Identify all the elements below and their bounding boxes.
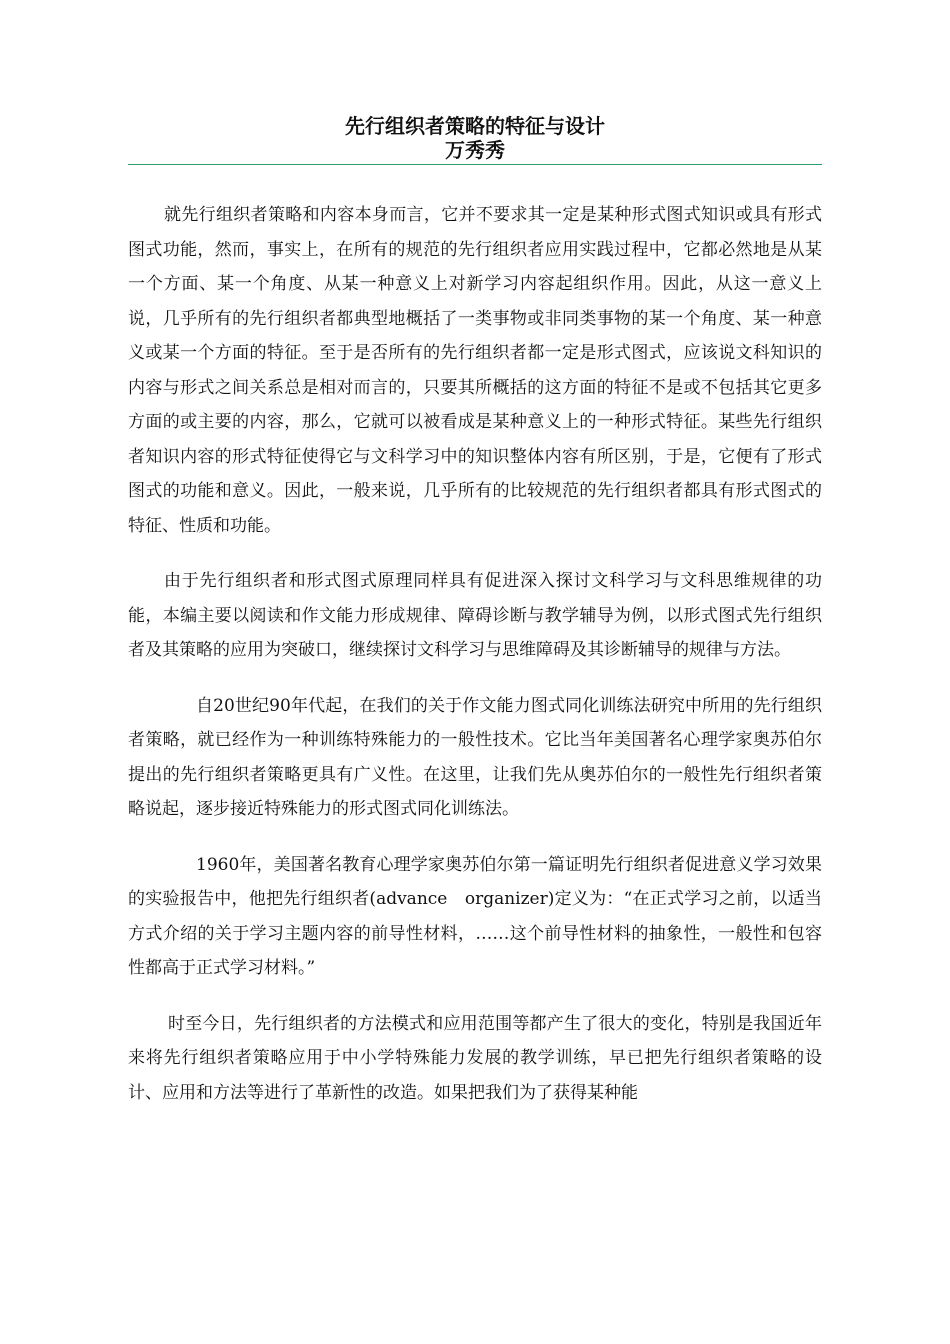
paragraph: 就先行组织者策略和内容本身而言，它并不要求其一定是某种形式图式知识或具有形式图式功能，然而，事实上，在所有的规范的先行组织者应用实践过程中，它都必然地是从某一个方面、某一个角度、从某一种意义上对新学习内容起组织作用。因此，从这一意义上说，几乎所有的先行组织者都典型地概括了一类事物或非同类事物的某一个角度、某一种意义或某一个方面的特征。至于是否所有的先行组织者都一定是形式图式，应该说文科知识的内容与形式之间关系总是相对而言的，只要其所概括的这方面的特征不是或不包括其它更多方面的或主要的内容，那么，它就可以被看成是某种意义上的一种形式特征。某些先行组织者知识内容的形式特征使得它与文科学习中的知识整体内容有所区别，于是，它便有了形式图式的功能和意义。因此，一般来说，几乎所有的比较规范的先行组织者都具有形式图式的特征、性质和功能。 [128, 205, 822, 536]
document-author: 万秀秀 [445, 138, 505, 162]
document-title: 先行组织者策略的特征与设计 [345, 114, 605, 138]
paragraph: 1960年，美国著名教育心理学家奥苏伯尔第一篇证明先行组织者促进意义学习效果的实验报告中，他把先行组织者(advance organizer)定义为：“在正式学习之前，以适当方式介绍的关于学习主题内容的前导性材料，……这个前导性材料的抽象性，一般性和包容性都高于正式学习材料。” [128, 854, 822, 978]
document-header [128, 114, 822, 162]
title-divider [128, 164, 822, 165]
paragraph: 时至今日，先行组织者的方法模式和应用范围等都产生了很大的变化，特别是我国近年来将先行组织者策略应用于中小学特殊能力发展的教学训练，早已把先行组织者策略的设计、应用和方法等进行了革新性的改造。如果把我们为了获得某种能 [128, 1013, 822, 1103]
paragraph: 自20世纪90年代起，在我们的关于作文能力图式同化训练法研究中所用的先行组织者策略，就已经作为一种训练特殊能力的一般性技术。它比当年美国著名心理学家奥苏伯尔提出的先行组织者策略更具有广义性。在这里，让我们先从奥苏伯尔的一般性先行组织者策略说起，逐步接近特殊能力的形式图式同化训练法。 [128, 695, 822, 819]
document-body [128, 198, 822, 1131]
paragraph: 由于先行组织者和形式图式原理同样具有促进深入探讨文科学习与文科思维规律的功能，本编主要以阅读和作文能力形成规律、障碍诊断与教学辅导为例，以形式图式先行组织者及其策略的应用为突破口，继续探讨文科学习与思维障碍及其诊断辅导的规律与方法。 [128, 571, 822, 660]
